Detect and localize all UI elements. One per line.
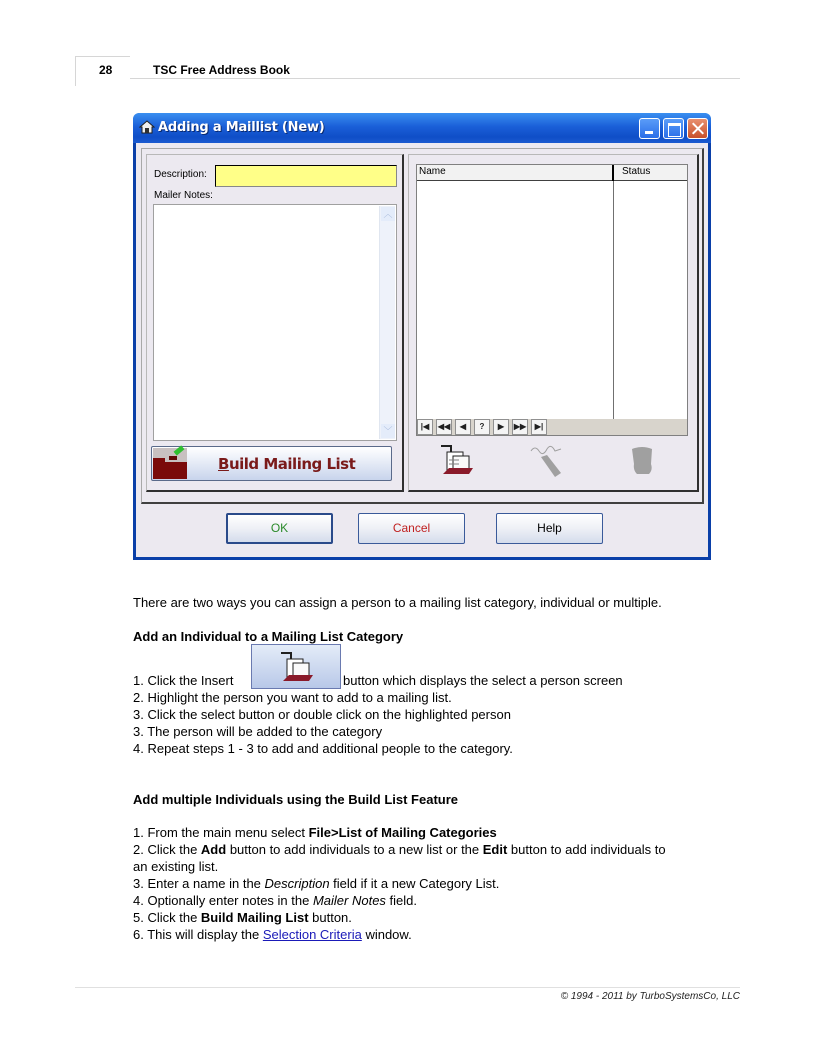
- copyright-footer: © 1994 - 2011 by TurboSystemsCo, LLC: [560, 991, 740, 1002]
- column-header-status[interactable]: Status: [622, 166, 651, 177]
- right-panel: [408, 154, 699, 492]
- individual-step-3: 3. Click the select button or double click on the highlighted person: [133, 707, 511, 722]
- individual-step-4: 3. The person will be added to the category: [133, 724, 383, 739]
- individual-step-1-cont: button which displays the select a person screen: [343, 673, 623, 688]
- brick-wall-icon: [153, 448, 187, 479]
- multiple-step-6: 6. This will display the Selection Criteria window.: [133, 927, 412, 942]
- section-heading-multiple: Add multiple Individuals using the Build List Feature: [133, 792, 459, 807]
- help-button[interactable]: Help: [496, 513, 603, 544]
- page-header: [75, 56, 740, 86]
- signature-icon[interactable]: [527, 443, 567, 479]
- minimize-button[interactable]: [639, 118, 660, 139]
- mailer-notes-label: Mailer Notes:: [154, 190, 213, 201]
- record-navigator: [417, 419, 687, 435]
- page-title: TSC Free Address Book: [153, 63, 290, 77]
- build-mailing-list-label: Build Mailing List: [218, 455, 356, 473]
- intro-paragraph: There are two ways you can assign a person to a mailing list category, individual or multiple.: [133, 595, 662, 610]
- individual-step-1: 1. Click the Insert: [133, 673, 234, 688]
- header-corner-line: [75, 56, 130, 57]
- dialog-client-area: [136, 143, 708, 557]
- multiple-step-3: 3. Enter a name in the Description field if it a new Category List.: [133, 876, 500, 891]
- multiple-step-1: 1. From the main menu select File>List of Mailing Categories: [133, 825, 497, 840]
- maximize-button[interactable]: [663, 118, 684, 139]
- next-page-button[interactable]: ▶▶: [512, 419, 528, 435]
- multiple-step-5: 5. Click the Build Mailing List button.: [133, 910, 352, 925]
- last-record-button[interactable]: ▶|: [531, 419, 547, 435]
- section-heading-individual: Add an Individual to a Mailing List Category: [133, 629, 404, 644]
- grid-header: [417, 165, 687, 181]
- individual-step-5: 4. Repeat steps 1 - 3 to add and additional people to the category.: [133, 741, 513, 756]
- multiple-step-2-cont: an existing list.: [133, 859, 219, 874]
- description-input[interactable]: [215, 165, 397, 187]
- insert-button-image: [251, 644, 341, 689]
- page-number: 28: [99, 63, 113, 77]
- prev-record-button[interactable]: ◀: [455, 419, 471, 435]
- scroll-up-icon[interactable]: ︿: [381, 207, 395, 221]
- multiple-step-4: 4. Optionally enter notes in the Mailer Notes field.: [133, 893, 417, 908]
- ok-button[interactable]: OK: [226, 513, 333, 544]
- search-record-button[interactable]: ?: [474, 419, 490, 435]
- footer-rule: [75, 987, 740, 988]
- insert-icon[interactable]: [439, 442, 475, 478]
- next-record-button[interactable]: ▶: [493, 419, 509, 435]
- house-key-icon: [139, 120, 155, 134]
- header-rule: [130, 78, 740, 79]
- scroll-down-icon[interactable]: ﹀: [381, 424, 395, 438]
- prev-page-button[interactable]: ◀◀: [436, 419, 452, 435]
- maillist-dialog: [133, 113, 711, 560]
- cancel-button[interactable]: Cancel: [358, 513, 465, 544]
- notes-scrollbar[interactable]: [379, 206, 395, 439]
- multiple-step-2: 2. Click the Add button to add individuals to a new list or the Edit button to add individuals to: [133, 842, 666, 857]
- title-bar[interactable]: [133, 113, 711, 143]
- selection-criteria-link[interactable]: Selection Criteria: [262, 927, 362, 942]
- insert-icon: [279, 649, 315, 685]
- members-grid[interactable]: [416, 164, 688, 436]
- build-mailing-list-button[interactable]: [151, 446, 392, 481]
- description-label: Description:: [154, 169, 207, 180]
- first-record-button[interactable]: |◀: [417, 419, 433, 435]
- individual-step-2: 2. Highlight the person you want to add to a mailing list.: [133, 690, 452, 705]
- trash-icon[interactable]: [629, 446, 655, 476]
- column-header-name[interactable]: Name: [419, 166, 446, 177]
- mailer-notes-textarea[interactable]: [153, 204, 397, 441]
- header-corner-line: [75, 56, 76, 86]
- close-button[interactable]: [687, 118, 708, 139]
- window-title: Adding a Maillist (New): [158, 120, 325, 135]
- left-panel: [146, 154, 404, 492]
